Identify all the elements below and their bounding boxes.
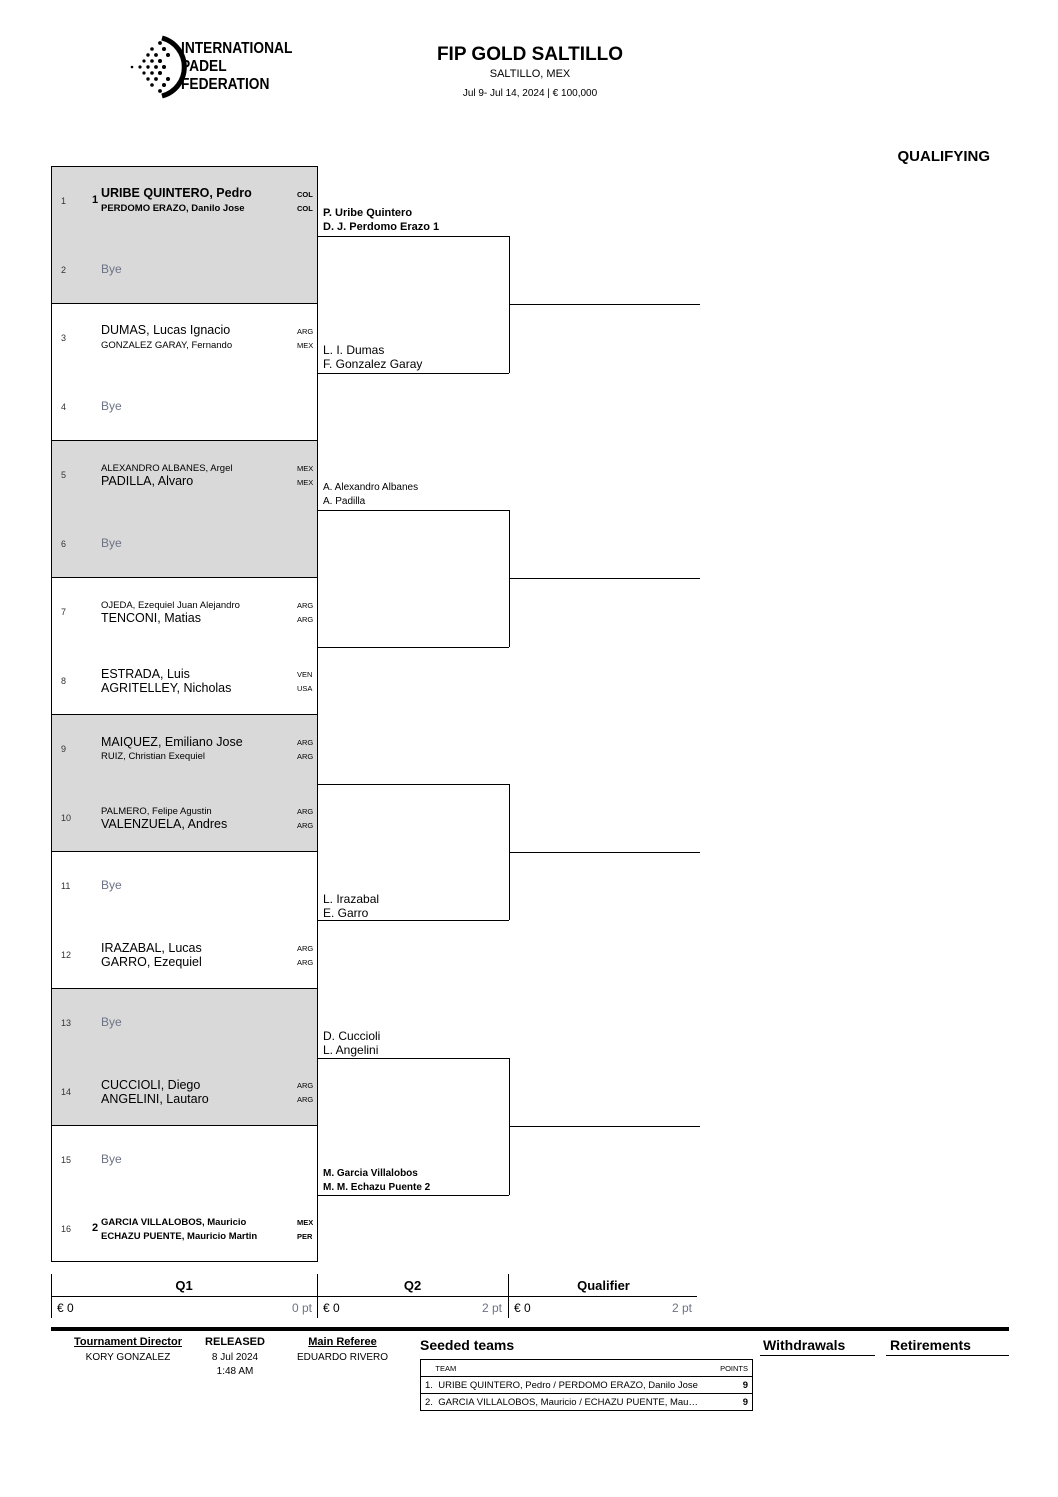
r2-player: P. Uribe Quintero [323,207,413,219]
round-prize: € 0 [323,1301,340,1315]
round2-team [323,206,439,234]
player-name: ANGELINI, Lautaro [101,1091,209,1106]
player-name: URIBE QUINTERO, Pedro [101,186,252,200]
player-name: GARCIA VILLALOBOS, Mauricio [101,1216,247,1228]
seed-rank: 2. [425,1396,433,1408]
nationality: PER [297,1231,313,1241]
draw-slot-2 [52,236,317,305]
bye-label: Bye [101,878,122,892]
draw-slot-16 [52,1195,317,1264]
qualifier-line [509,852,700,853]
slot-number: 13 [61,1018,72,1028]
r2-player: M. M. Echazu Puente 2 [323,1182,431,1193]
bracket-line [318,373,509,374]
draw-slot-11 [52,852,317,921]
nationality: COL [297,190,313,199]
player-name: TENCONI, Matias [101,611,202,625]
player-name: PERDOMO ERAZO, Danilo Jose [101,203,245,214]
qualifier-line [509,1126,700,1127]
player-name: RUIZ, Christian Exequiel [101,751,206,762]
draw-slot-1 [52,167,317,236]
withdrawals-title: Withdrawals [763,1337,846,1353]
round2-team [323,481,418,509]
table-row [421,1394,753,1411]
slot-number: 3 [61,333,67,343]
round-points: 2 pt [481,1301,502,1315]
seed-number: 1 [92,194,99,206]
slot-number: 2 [61,264,67,275]
qualifier-line [509,304,700,305]
round2-team [323,1167,430,1195]
draw-slot-12 [52,921,317,990]
bracket-line [318,1195,509,1196]
round2-team [323,343,422,371]
slot-number: 9 [61,744,67,754]
released-time: 1:48 AM [216,1366,254,1377]
director-name: KORY GONZALEZ [85,1352,171,1363]
draw-slot-9 [52,715,317,784]
draw-grid [51,166,318,1262]
draw-slot-14 [52,1058,317,1127]
slot-number: 6 [61,538,67,549]
draw-slot-4 [52,373,317,442]
bracket-line [318,920,509,921]
seed-points: 9 [714,1377,752,1394]
draw-slot-13 [52,989,317,1058]
footer-separator [51,1327,1009,1331]
nationality: USA [297,683,313,693]
qualifier-line [509,578,700,579]
bracket-line [318,784,509,785]
slot-number: 12 [61,949,72,960]
nationality: ARG [297,957,314,967]
slot-number: 10 [61,812,72,823]
r2-player: D. Cuccioli [323,1029,381,1043]
slot-number: 7 [61,607,67,617]
round2-team [323,892,379,920]
bye-label: Bye [101,1152,122,1166]
seed-rank: 1. [425,1379,433,1391]
r2-player: A. Alexandro Albanes [323,482,419,493]
seed-points: 9 [714,1394,752,1411]
draw-slot-6 [52,510,317,579]
seed-team: GARCIA VILLALOBOS, Mauricio / ECHAZU PUENTE, Mau… [438,1396,698,1408]
r2-player: L. Irazabal [323,892,380,906]
seed-team: URIBE QUINTERO, Pedro / PERDOMO ERAZO, Danilo Jose [438,1379,698,1391]
bracket-line [318,1058,509,1059]
bye-label: Bye [101,535,122,550]
nationality: VEN [297,669,313,679]
r2-player: E. Garro [323,906,369,920]
round-prize: € 0 [57,1301,74,1315]
slot-number: 15 [61,1155,72,1165]
slot-number: 4 [61,401,67,412]
rounds-divider [51,1296,697,1297]
nationality: ARG [297,1094,314,1104]
nationality: ARG [297,738,314,747]
draw-slot-15 [52,1126,317,1195]
bye-label: Bye [101,261,122,276]
draw-slot-8 [52,647,317,716]
director-label: Tournament Director [74,1336,182,1348]
slot-number: 11 [61,881,71,891]
player-name: GONZALEZ GARAY, Fernando [101,340,233,351]
nationality: COL [297,204,313,213]
round-prize: € 0 [514,1301,531,1315]
nationality: ARG [297,327,314,336]
player-name: DUMAS, Lucas Ignacio [101,323,231,337]
retirements-underline [886,1355,1009,1356]
draw-slot-5 [52,441,317,510]
withdrawals-underline [760,1355,875,1356]
round-points: 2 pt [671,1301,692,1315]
player-name: ESTRADA, Luis [101,666,190,681]
fip-logo-text: INTERNATIONAL PADEL FEDERATION [181,40,293,93]
player-name: CUCCIOLI, Diego [101,1077,201,1092]
released-date: 8 Jul 2024 [211,1352,259,1363]
player-name: MAIQUEZ, Emiliano Jose [101,735,243,749]
player-name: VALENZUELA, Andres [101,816,228,831]
nationality: ARG [297,806,314,816]
nationality: ARG [297,615,314,624]
retirements-title: Retirements [890,1337,971,1353]
table-header-row [421,1360,753,1377]
r2-player: D. J. Perdomo Erazo 1 [323,221,440,233]
released-label: RELEASED [205,1336,265,1348]
referee-label: Main Referee [308,1336,377,1348]
bracket-line [318,647,509,648]
bye-label: Bye [101,1015,122,1029]
slot-number: 16 [61,1223,72,1234]
player-name: IRAZABAL, Lucas [101,940,202,955]
tournament-title: FIP GOLD SALTILLO [436,44,624,65]
bye-label: Bye [101,398,122,413]
player-name: AGRITELLEY, Nicholas [101,680,232,695]
slot-number: 8 [61,675,67,686]
player-name: ALEXANDRO ALBANES, Argel [101,463,233,474]
round-q2-header: Q2 [403,1278,422,1293]
r2-player: A. Padilla [323,496,366,507]
nationality: MEX [297,464,314,473]
draw-slot-7 [52,578,317,647]
stage-label: QUALIFYING [897,148,990,165]
nationality: ARG [297,601,314,610]
draw-slot-3 [52,304,317,373]
seed-number: 2 [92,1221,99,1234]
r2-player: L. Angelini [323,1043,379,1057]
tournament-location: SALTILLO, MEX [489,68,571,80]
round-q1-header: Q1 [175,1278,193,1293]
round-qualifier-header: Qualifier [577,1278,630,1293]
seeded-teams-table [420,1359,753,1411]
r2-player: L. I. Dumas [323,343,385,357]
nationality: ARG [297,752,314,761]
bracket-line [318,236,509,237]
nationality: MEX [297,478,314,487]
round-points: 0 pt [291,1301,312,1315]
player-name: ECHAZU PUENTE, Mauricio Martin [101,1230,258,1242]
player-name: OJEDA, Ezequiel Juan Alejandro [101,600,240,611]
nationality: ARG [297,820,314,830]
nationality: MEX [297,1217,314,1227]
slot-number: 5 [61,470,67,480]
r2-player: M. Garcia Villalobos [323,1168,418,1179]
slot-number: 1 [61,196,67,206]
nationality: MEX [297,341,314,350]
round2-team [323,1029,380,1057]
nationality: ARG [297,1080,314,1090]
nationality: ARG [297,943,314,953]
table-row [421,1377,753,1394]
referee-name: EDUARDO RIVERO [296,1352,389,1363]
seeded-teams-title: Seeded teams [420,1337,515,1353]
bracket-line [318,510,509,511]
player-name: PALMERO, Felipe Agustin [101,805,212,817]
tournament-dates-prize: Jul 9- Jul 14, 2024 | € 100,000 [462,88,598,99]
points-col-header: POINTS [714,1360,752,1377]
player-name: GARRO, Ezequiel [101,954,202,969]
draw-slot-10 [52,784,317,853]
player-name: PADILLA, Alvaro [101,474,194,488]
slot-number: 14 [61,1086,72,1097]
team-col-header: TEAM [435,1363,457,1373]
r2-player: F. Gonzalez Garay [323,357,423,371]
